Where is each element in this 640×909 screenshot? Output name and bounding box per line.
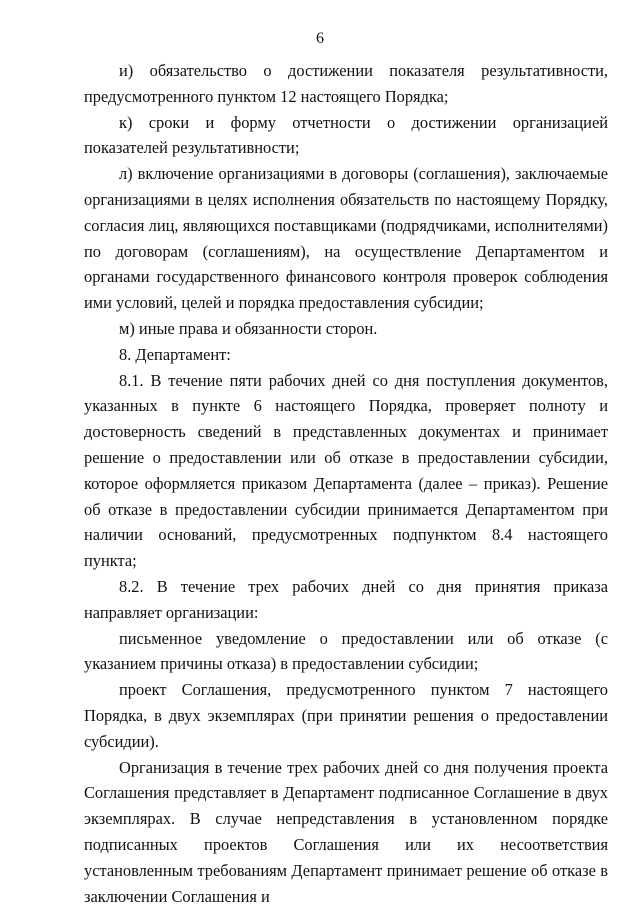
paragraph-item-l: л) включение организациями в договоры (соглашения), заключаемые организациями в целях исполнения обязательств по настоящему Порядку, согласия лиц, являющихся поставщиками (подрядчиками, исполнителями) по договорам (соглашениям), на осуществление Департаментом и органами государственного финансового контроля проверок соблюдения ими условий, целей и порядка предоставления субсидии; — [84, 164, 608, 313]
paragraph-organization-obligation: Организация в течение трех рабочих дней со дня получения проекта Соглашения представляет в Департамент подписанное Соглашение в двух экземплярах. В случае непредставления в установленном порядке подписанных проектов Соглашения или их несоответствия установленным требованиям Департамент принимает решение об отказе в заключении Соглашения и — [84, 757, 608, 906]
paragraph-agreement-draft: проект Соглашения, предусмотренного пунктом 7 настоящего Порядка, в двух экземплярах (при принятии решения о предоставлении субсидии). — [84, 680, 608, 751]
paragraph-section-8-2: 8.2. В течение трех рабочих дней со дня принятия приказа направляет организации: — [84, 576, 608, 622]
document-body — [84, 58, 608, 909]
paragraph-section-8: 8. Департамент: — [119, 344, 231, 364]
paragraph-section-8-1: 8.1. В течение пяти рабочих дней со дня поступления документов, указанных в пункте 6 настоящего Порядка, проверяет полноту и достоверность сведений в представленных документах и принимает решение о предоставлении или об отказе в предоставлении субсидии, которое оформляется приказом Департамента (далее – приказ). Решение об отказе в предоставлении субсидии принимается Департаментом при наличии оснований, предусмотренных подпунктом 8.4 настоящего пункта; — [84, 370, 608, 571]
paragraph-item-k: к) сроки и форму отчетности о достижении организацией показателей результативности; — [84, 112, 608, 158]
paragraph-notification: письменное уведомление о предоставлении или об отказе (с указанием причины отказа) в предоставлении субсидии; — [84, 628, 608, 674]
page-number: 6 — [316, 30, 324, 47]
paragraph-item-m: м) иные права и обязанности сторон. — [119, 318, 378, 338]
paragraph-item-i: и) обязательство о достижении показателя результативности, предусмотренного пунктом 12 настоящего Порядка; — [84, 61, 608, 106]
